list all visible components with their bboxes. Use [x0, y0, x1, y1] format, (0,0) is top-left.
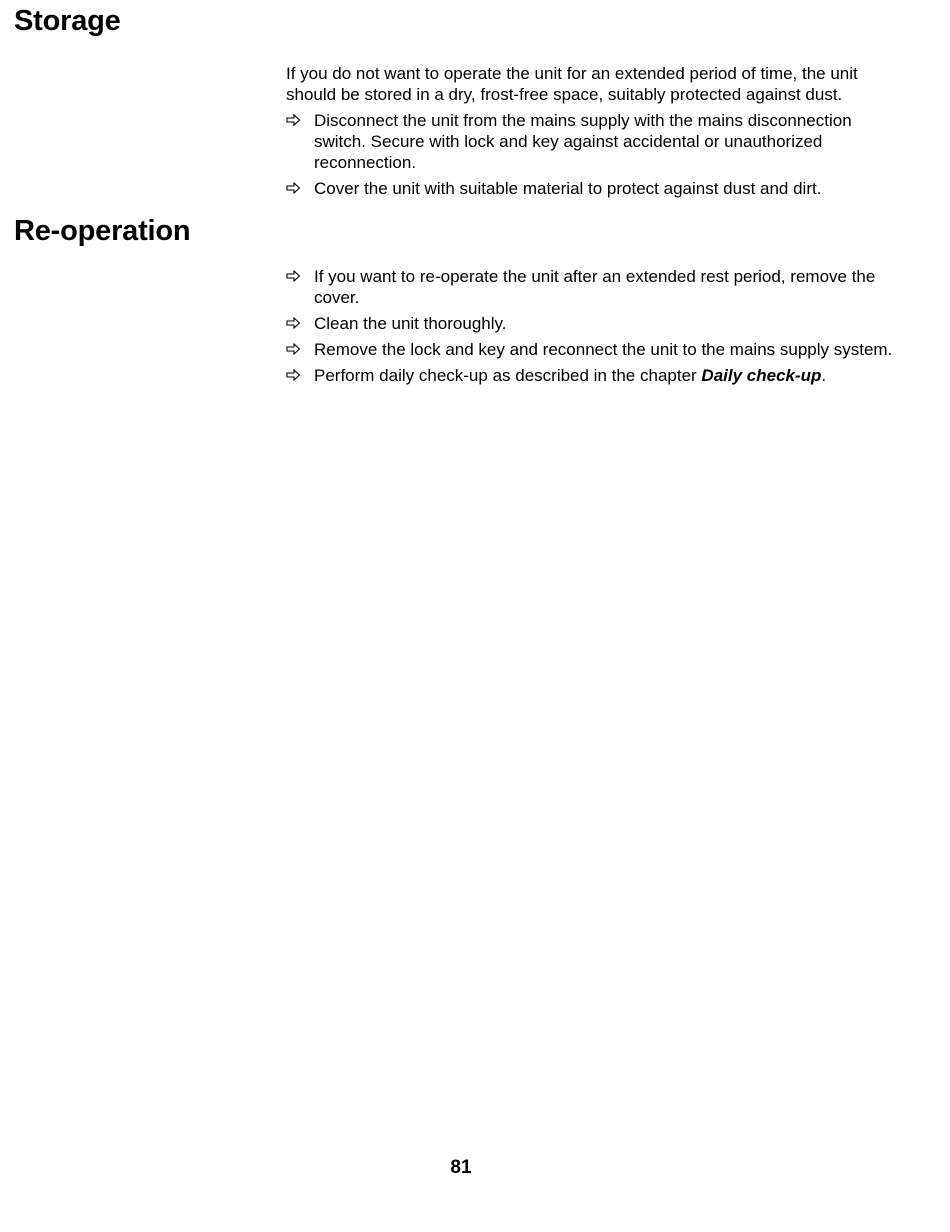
step-text: Disconnect the unit from the mains supply with the mains disconnection switch. Secure with lock and key against accidental or unauthorized reconnection.: [314, 111, 852, 172]
list-item: [286, 313, 896, 334]
reoperation-section: [286, 266, 896, 391]
page-number: 81: [450, 1157, 472, 1178]
chapter-reference: Daily check-up: [701, 366, 822, 385]
step-text-prefix: Perform daily check-up as described in the chapter: [314, 366, 702, 385]
arrow-right-icon: [286, 317, 301, 329]
arrow-right-icon: [286, 270, 301, 282]
list-item: [286, 266, 896, 308]
arrow-right-icon: [286, 182, 301, 194]
arrow-right-icon: [286, 369, 301, 381]
step-text: Clean the unit thoroughly.: [314, 314, 507, 333]
storage-heading: Storage: [14, 5, 121, 37]
step-text: Cover the unit with suitable material to protect against dust and dirt.: [314, 179, 822, 198]
storage-section: [286, 63, 896, 204]
arrow-right-icon: [286, 114, 301, 126]
step-text-suffix: .: [821, 366, 827, 385]
list-item: [286, 339, 896, 360]
step-text: Remove the lock and key and reconnect the unit to the mains supply system.: [314, 340, 893, 359]
list-item: [286, 178, 896, 199]
step-text: If you want to re-operate the unit after an extended rest period, remove the cover.: [314, 267, 876, 307]
arrow-right-icon: [286, 343, 301, 355]
list-item: [286, 365, 896, 386]
reoperation-steps-list: [286, 266, 896, 386]
storage-intro: If you do not want to operate the unit for an extended period of time, the unit should be stored in a dry, frost-free space, suitably protected against dust.: [286, 64, 858, 104]
reoperation-heading: Re-operation: [14, 215, 191, 247]
storage-steps-list: [286, 110, 896, 199]
list-item: [286, 110, 896, 173]
